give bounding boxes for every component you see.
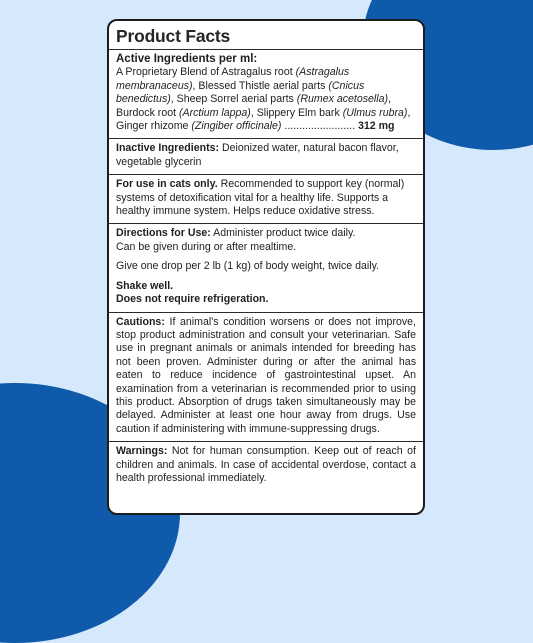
use-label: For use in cats only. — [116, 178, 218, 191]
cautions-text: If animal's condition worsens or does not improve, stop product administration and consult your veterinarian. Safe use in pregnant animals or animals intended for breeding has not been proven. Administer during or after the animal has eaten to reduce incidence of gastrointestinal upset. An examination from a veterinarian is recommended prior to using this product. Absorption of drugs taken simultaneously may be delayed. Administer at least one hour away from drugs. Use caution if administering with immune-suppressing drugs. — [116, 315, 416, 435]
directions-text-1: Administer product twice daily. — [210, 227, 356, 240]
latin-name: (Astragalus membranaceus) — [116, 66, 350, 92]
use-text: Recommended to support key (normal) systems of detoxification vital for a healthy life. Supports a healthy immune system. Helps reduce oxidative stress. — [116, 178, 405, 218]
active-ingredients-section — [109, 50, 423, 139]
ingredient-name: , Blessed Thistle aerial parts — [192, 79, 329, 92]
product-facts-panel — [107, 19, 425, 515]
use-section — [109, 175, 423, 224]
shake-well: Shake well. — [116, 279, 174, 292]
warnings-label: Warnings: — [116, 445, 168, 458]
cautions-label: Cautions: — [116, 315, 165, 328]
latin-name: (Rumex acetosella) — [296, 93, 389, 106]
ingredient-name: , Slippery Elm bark — [250, 106, 343, 119]
refrigeration-note: Does not require refrigeration. — [116, 293, 269, 306]
directions-label: Directions for Use: — [116, 227, 211, 240]
latin-name: (Zingiber officinale) — [191, 120, 282, 133]
ingredient-name: A Proprietary Blend of Astragalus root — [116, 66, 296, 79]
directions-line-1 — [116, 227, 416, 240]
ingredient-name: , Sheep Sorrel aerial parts — [170, 93, 297, 106]
directions-line-3: Give one drop per 2 lb (1 kg) of body weight, twice daily. — [116, 260, 380, 273]
active-amount: 312 mg — [358, 120, 395, 133]
panel-title: Product Facts — [109, 21, 423, 50]
directions-line-2: Can be given during or after mealtime. — [116, 240, 297, 253]
inactive-text: Deionized water, natural bacon flavor, vegetable glycerin — [116, 142, 399, 168]
latin-name: (Cnicus benedictus) — [116, 79, 365, 106]
ingredient-name: , Burdock root — [116, 93, 392, 119]
warnings-section — [109, 442, 423, 490]
directions-section — [109, 224, 423, 312]
active-ingredients-text — [116, 66, 416, 133]
warnings-text: Not for human consumption. Keep out of reach of children and animals. In case of accidental overdose, contact a health professional immediately. — [116, 445, 416, 484]
leader-dots: ........................ — [281, 120, 358, 133]
active-ingredients-heading: Active Ingredients per ml: — [116, 53, 258, 65]
inactive-ingredients-section — [109, 139, 423, 175]
cautions-section — [109, 313, 423, 443]
latin-name: (Ulmus rubra) — [342, 106, 408, 119]
ingredient-name: , Ginger rhizome — [116, 106, 411, 133]
inactive-label: Inactive Ingredients: — [116, 142, 220, 155]
latin-name: (Arctium lappa) — [179, 106, 251, 119]
